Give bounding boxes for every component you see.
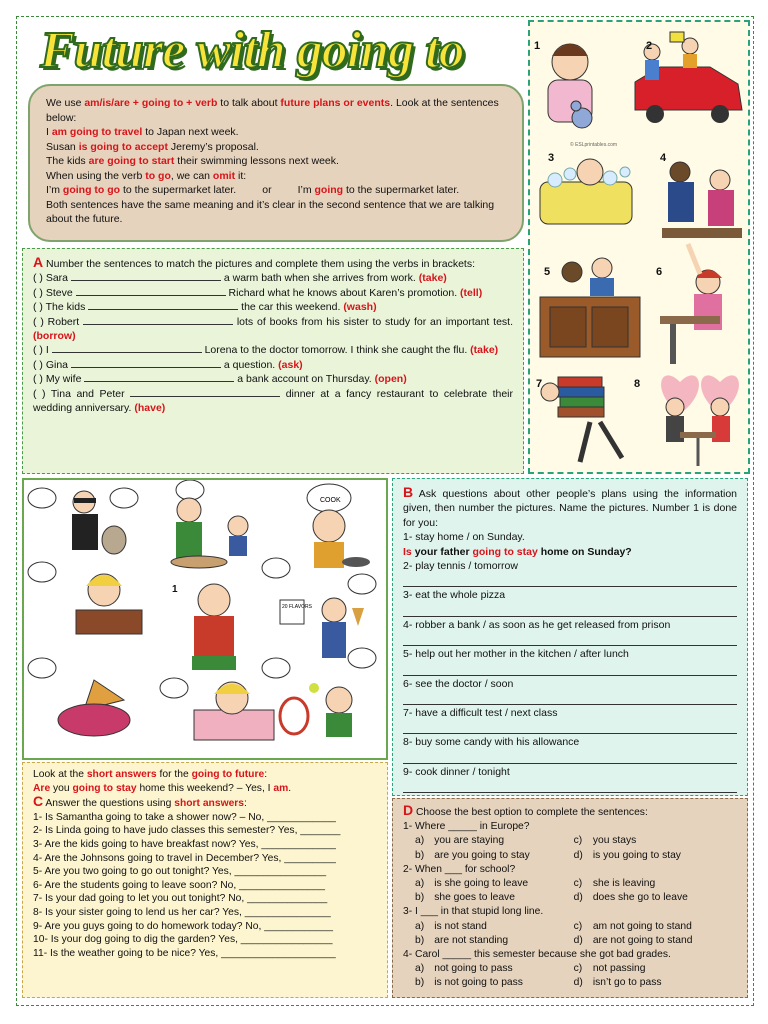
section-a-item: ( ) Robert lots of books from his sister to study for an important test. (borrow) [33, 315, 514, 343]
section-a-item: ( ) The kids the car this weekend. (wash) [33, 301, 377, 314]
collage-mother-kitchen [171, 498, 248, 568]
section-d-question: 4- Carol _____ this semester because she got bad grades. a) not going to pass c) not passing b) is not going to pass d) isn’t go to pass [403, 948, 737, 991]
collage-sick-bed [194, 682, 274, 740]
option-a[interactable]: you are staying [434, 835, 505, 847]
picture-dinner-couple [661, 375, 739, 466]
picture-sick-girl [548, 44, 592, 128]
answer-blank[interactable] [52, 343, 202, 353]
answer-blank[interactable] [83, 315, 233, 325]
section-c-question: 9- Are you guys going to do homework today? No, ____________ [33, 920, 333, 932]
option-c[interactable]: am not going to stand [592, 920, 692, 932]
section-d-question: 1- Where _____ in Europe? a) you are staying c) you stays b) are you going to stay d) is you going to stay [403, 820, 737, 863]
section-b-prompt: 2- play tennis / tomorrow [403, 559, 737, 587]
picture-number: 1 [534, 40, 541, 52]
section-c-question: 10- Is your dog going to dig the garden? Yes, ________________ [33, 934, 333, 946]
answer-line[interactable] [403, 632, 737, 646]
picture-number: 8 [634, 378, 641, 390]
pictures-illustration [530, 22, 748, 472]
option-c[interactable]: she is leaving [592, 878, 656, 890]
section-b-prompt: 3- eat the whole pizza [403, 588, 737, 616]
picture-number: 7 [536, 378, 543, 390]
option-b[interactable]: are you going to stay [434, 849, 530, 861]
collage-cook [307, 484, 370, 568]
option-c[interactable]: not passing [592, 963, 646, 975]
example-answer: Is your father going to stay home on Sunday? [403, 545, 632, 558]
collage-illustration [24, 480, 386, 758]
section-b-prompt: 9- cook dinner / tonight [403, 765, 737, 793]
option-c[interactable]: you stays [592, 835, 637, 847]
section-b-prompts [403, 559, 737, 793]
watermark: © ESLprintables.com [570, 142, 618, 148]
section-b-prompt: 7- have a difficult test / next class [403, 706, 737, 734]
option-d[interactable]: does she go to leave [592, 892, 688, 904]
section-c-question: 11- Is the weather going to be nice? Yes, ____________________ [33, 947, 336, 959]
collage-pizza [58, 680, 130, 736]
picture-bank-counter [540, 258, 640, 357]
section-a-item: ( ) Steve Richard what he knows about Karen’s promotion. (tell) [33, 286, 483, 299]
collage-tennis [280, 683, 352, 737]
numbered-pictures-panel [528, 20, 750, 474]
cook-hat-text: COOK [320, 497, 341, 504]
picture-number: 6 [656, 266, 663, 278]
section-d: D Choose the best option to complete the sentences: 1- Where _____ in Europe? a) you are staying c) you stays b) are you going to stay d) is you going to stay 2- When ___ for school? a) is she going to leave c) she is leaving b) she goes to leave d) does she go to leave 3- I ___ in that stupid long line. a) is not stand c) am not going to stand b) are not standing d) are not going to stand 4- Carol _____ this semester because she got bad grades. a) not going to pass c) not passing b) is not going to pass d) isn’t go to pass [392, 798, 748, 998]
answer-blank[interactable] [71, 358, 221, 368]
picture-girl-raising-hand [660, 244, 722, 364]
section-c-question: 8- Is your sister going to lend us her car? Yes, _______________ [33, 906, 331, 918]
option-a[interactable]: not going to pass [434, 963, 513, 975]
section-d-question: 3- I ___ in that stupid long line. a) is not stand c) am not going to stand b) are not standing d) are not going to stand [403, 905, 737, 948]
section-c-question: 2- Is Linda going to have judo classes this semester? Yes, _______ [33, 825, 341, 837]
answer-line[interactable] [403, 720, 737, 734]
section-c: Look at the short answers for the going to future: Are you going to stay home this weekend? – Yes, I am. C Answer the questions using short answers: 1- Is Samantha going to take a shower now? – No, ____________ 2- Is Linda going to have judo classes this semester? Yes, _______ 3- Are the kids going to have breakfast now? Yes, _____________ 4- Are the Johnsons going to travel in December? Yes, _________ 5- Are you two going to go out tonight? Yes, ________________ 6- Are the students going to leave soon? No, _______________ 7- Is your dad going to let you out tonight? No, ______________ 8- Is your sister going to lend us her car? Yes, _______________ 9- Are you guys going to do homework today? No, ____________ 10- Is your dog going to dig the garden? Yes, ________________ 11- Is the weather going to be nice? Yes, ____________________ [22, 762, 388, 998]
answer-line[interactable] [403, 603, 737, 617]
collage-eating [192, 584, 236, 670]
picture-number: 5 [544, 266, 551, 278]
collage-student-test [76, 574, 142, 634]
picture-carrying-books [541, 377, 622, 462]
picture-handshake [662, 162, 742, 238]
option-d[interactable]: is you going to stay [592, 849, 681, 861]
section-c-question: 4- Are the Johnsons going to travel in December? Yes, _________ [33, 852, 336, 864]
section-c-question: 3- Are the kids going to have breakfast now? Yes, _____________ [33, 838, 336, 850]
answer-blank[interactable] [71, 271, 221, 281]
section-b-prompt: 4- robber a bank / as soon as he get released from prison [403, 618, 737, 646]
section-b-prompt: 5- help out her mother in the kitchen / after lunch [403, 647, 737, 675]
section-c-question: 1- Is Samantha going to take a shower now? – No, ____________ [33, 811, 336, 823]
section-a-item: ( ) Sara a warm bath when she arrives from work. (take) [33, 272, 447, 285]
answer-line[interactable] [403, 750, 737, 764]
section-c-question: 7- Is your dad going to let you out tonight? No, ______________ [33, 893, 328, 905]
section-d-questions [403, 820, 737, 990]
picture-bath [540, 159, 632, 224]
answer-line[interactable] [403, 691, 737, 705]
flavors-sign: 20 FLAVORS [282, 604, 312, 610]
section-a-item: ( ) Tina and Peter dinner at a fancy restaurant to celebrate their wedding anniversary. (have) [33, 387, 513, 415]
option-b[interactable]: is not going to pass [434, 977, 523, 989]
option-a[interactable]: is not stand [434, 920, 487, 932]
section-d-question: 2- When ___ for school? a) is she going to leave c) she is leaving b) she goes to leave d) does she go to leave [403, 863, 737, 906]
answer-line[interactable] [403, 662, 737, 676]
section-c-question: 6- Are the students going to leave soon? No, _______________ [33, 879, 325, 891]
page-title: Future with going to [40, 22, 464, 79]
picture-number: 4 [660, 152, 667, 164]
picture-number: 3 [548, 152, 555, 164]
section-a-items [33, 271, 513, 415]
section-a: A Number the sentences to match the pictures and complete them using the verbs in brackets: ( ) Sara a warm bath when she arrives from work. (take) ( ) Steve Richard what he knows about Karen’s promotion. (tell) ( ) The kids the car this weekend. (wash) ( ) Robert lots of books from his sister to study for an important test. (borrow) ( ) I Lorena to the doctor tomorrow. I think she caught the flu. (take) ( ) Gina a question. (ask) ( ) My wife a bank account on Thursday. (open) ( ) Tina and Peter dinner at a fancy restaurant to celebrate their wedding anniversary. (have) [22, 248, 524, 474]
option-d[interactable]: isn’t go to pass [592, 977, 662, 989]
section-a-item: ( ) Gina a question. (ask) [33, 358, 303, 371]
collage-number: 1 [172, 584, 178, 595]
answer-line[interactable] [403, 779, 737, 793]
answer-blank[interactable] [88, 300, 238, 310]
option-a[interactable]: is she going to leave [434, 878, 529, 890]
collage-candy [280, 598, 364, 658]
answer-blank[interactable] [130, 387, 280, 397]
intro-box: We use am/is/are + going to + verb to talk about future plans or events. Look at the sentences below: I am going to travel to Japan next week. Susan is going to accept Jeremy’s proposal. The kids are going to start their swimming lessons next week. When using the verb to go, we can omit it: I’m going to go to the supermarket later. or I’m going to the supermarket later. Both sentences have the same meaning and it’s clear in the second sentence that we are talking about the future. [28, 84, 524, 242]
option-b[interactable]: she goes to leave [434, 892, 515, 904]
section-b-prompt: 8- buy some candy with his allowance [403, 735, 737, 763]
section-c-questions [33, 811, 377, 961]
answer-line[interactable] [403, 573, 737, 587]
example-prompt: 1- stay home / on Sunday. [403, 531, 525, 544]
option-b[interactable]: are not standing [434, 934, 509, 946]
answer-blank[interactable] [84, 372, 234, 382]
option-d[interactable]: are not going to stand [592, 934, 693, 946]
answer-blank[interactable] [76, 286, 226, 296]
section-a-item: ( ) My wife a bank account on Thursday. (open) [33, 373, 407, 386]
picture-collage [22, 478, 388, 760]
section-b: B Ask questions about other people’s plans using the information given, then number the pictures. Name the pictures. Number 1 is done for you: 1- stay home / on Sunday. Is your father going to stay home on Sunday? 2- play tennis / tomorrow 3- eat the whole pizza 4- robber a bank / as soon as he get released from prison 5- help out her mother in the kitchen / after lunch 6- see the doctor / soon 7- have a difficult test / next class 8- buy some candy with his allowance 9- cook dinner / tonight [392, 478, 748, 796]
section-b-prompt: 6- see the doctor / soon [403, 677, 737, 705]
picture-number: 2 [646, 40, 653, 52]
section-c-question: 5- Are you two going to go out tonight? Yes, ________________ [33, 866, 327, 878]
section-a-item: ( ) I Lorena to the doctor tomorrow. I think she caught the flu. (take) [33, 344, 499, 357]
